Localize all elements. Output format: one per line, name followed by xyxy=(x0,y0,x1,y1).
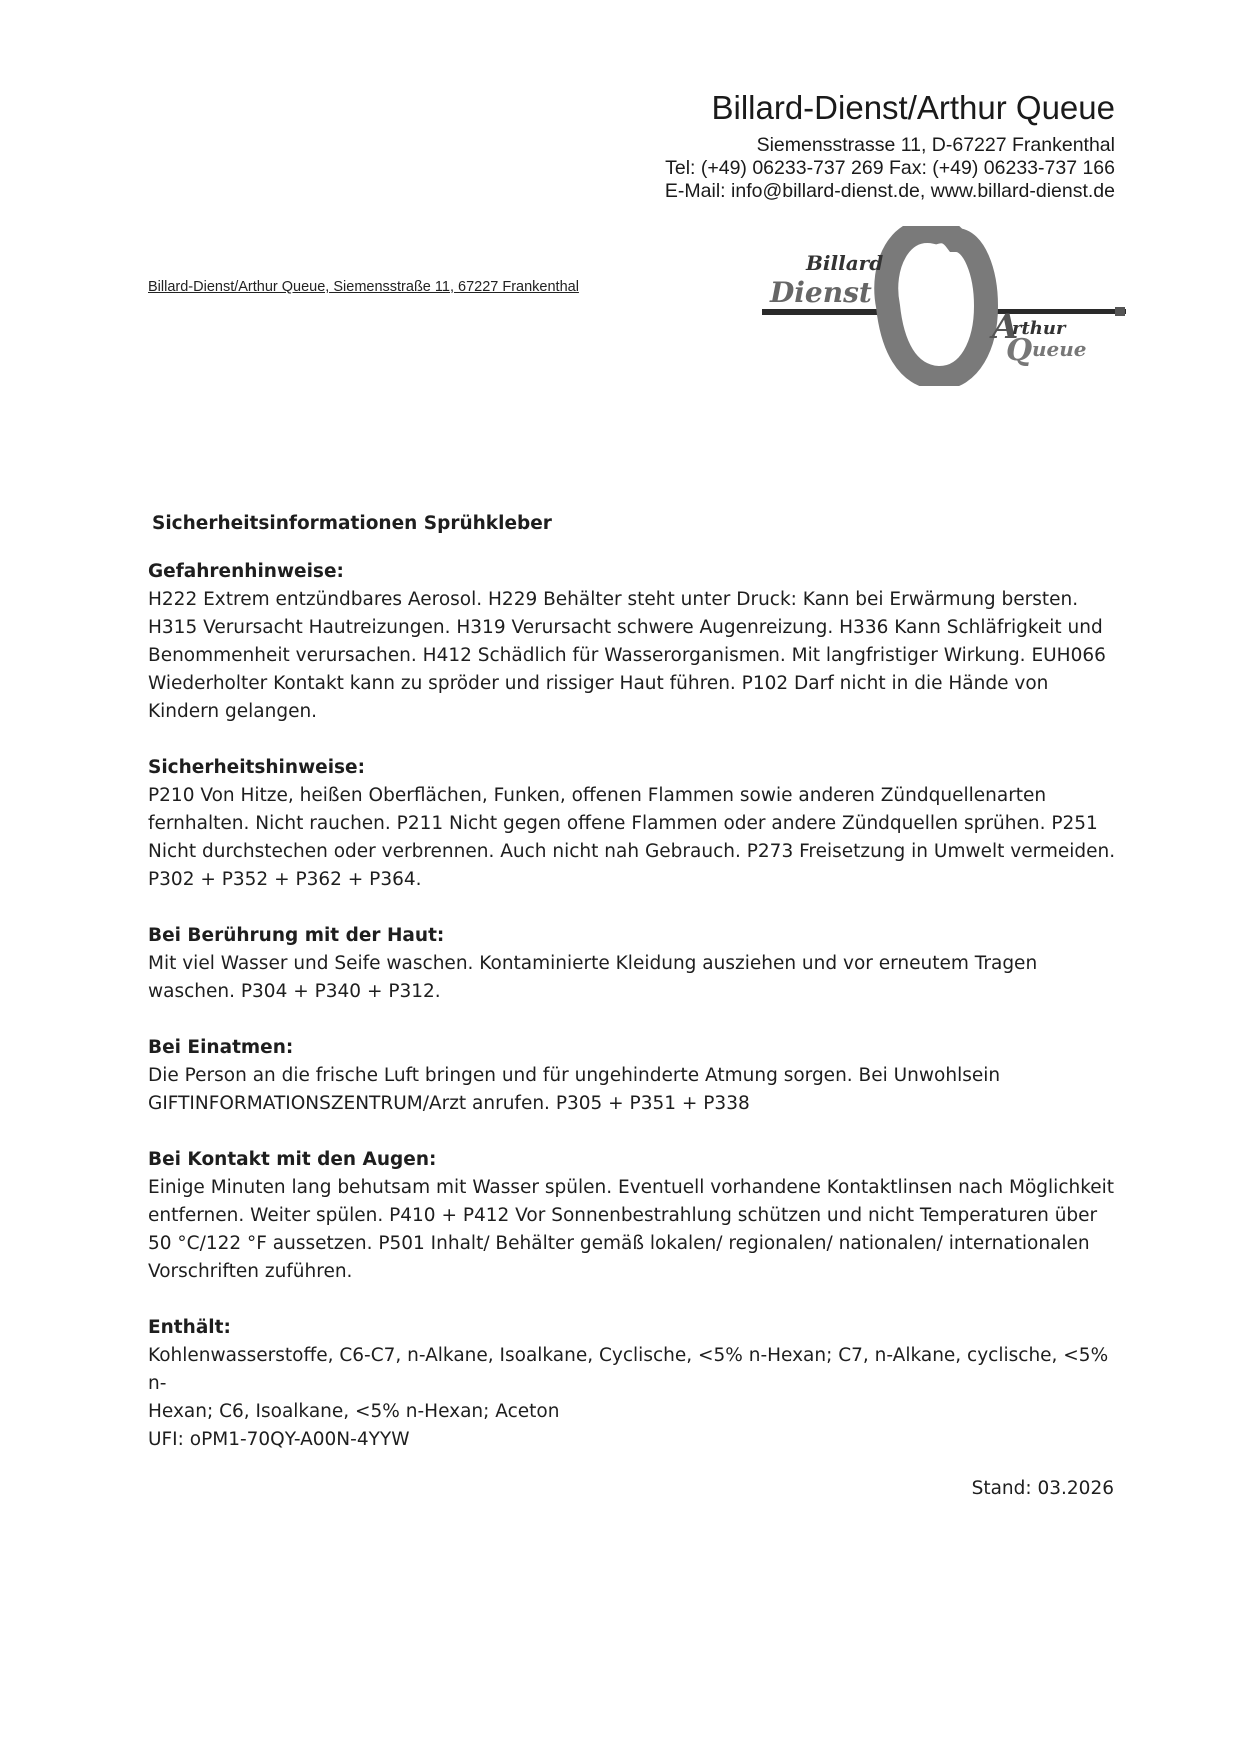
section-heading: Gefahrenhinweise: xyxy=(148,561,344,582)
section-einatmen xyxy=(148,1034,1128,1118)
section-text: H222 Extrem entzündbares Aerosol. H229 Behälter steht unter Druck: Kann bei Erwärmung bersten. H315 Verursacht Hautreizungen. H319 Verursacht schwere Augenreizung. H336 Kann Schläfrigkeit und Benommenheit verursachen. H412 Schädlich für Wasserorganismen. Mit langfristiger Wirkung. EUH066 Wiederholter Kontakt kann zu spröder und rissiger Haut führen. P102 Darf nicht in die Hände von Kindern gelangen. xyxy=(148,589,1106,722)
section-text: Die Person an die frische Luft bringen und für ungehinderte Atmung sorgen. Bei Unwohlsein GIFTINFORMATIONSZENTRUM/Arzt anrufen. P305 + P351 + P338 xyxy=(148,1065,1001,1114)
section-text: Einige Minuten lang behutsam mit Wasser spülen. Eventuell vorhandene Kontaktlinsen nach Möglichkeit entfernen. Weiter spülen. P410 + P412 Vor Sonnenbestrahlung schützen und nicht Temperaturen über 50 °C/122 °F aussetzen. P501 Inhalt/ Behälter gemäß lokalen/ regionalen/ nationalen/ internationalen Vorschriften zuführen. xyxy=(148,1177,1115,1282)
document-date-stand: Stand: 03.2026 xyxy=(971,1478,1114,1499)
company-email-web: E-Mail: info@billard-dienst.de, www.billard-dienst.de xyxy=(664,180,1115,202)
section-heading: Sicherheitshinweise: xyxy=(148,757,366,778)
section-text: Mit viel Wasser und Seife waschen. Kontaminierte Kleidung ausziehen und vor erneutem Tragen waschen. P304 + P340 + P312. xyxy=(148,953,1038,1002)
section-heading: Bei Kontakt mit den Augen: xyxy=(148,1149,437,1170)
section-text: Kohlenwasserstoffe, C6-C7, n-Alkane, Isoalkane, Cyclische, <5% n-Hexan; C7, n-Alkane, cyclische, <5% n- Hexan; C6, Isoalkane, <5% n-Hexan; Aceton UFI: oPM1-70QY-A00N-4YYW xyxy=(148,1345,1109,1450)
company-address: Siemensstrasse 11, D-67227 Frankenthal xyxy=(756,134,1115,156)
section-enthaelt xyxy=(148,1314,1128,1454)
logo-word-arthur: rthur xyxy=(1012,318,1066,339)
company-phone-fax: Tel: (+49) 06233-737 269 Fax: (+49) 06233-737 166 xyxy=(665,157,1115,179)
logo-word-queue-initial: Q xyxy=(1006,333,1033,368)
document-title: Sicherheitsinformationen Sprühkleber xyxy=(152,513,552,534)
section-heading: Bei Einatmen: xyxy=(148,1037,294,1058)
section-heading: Bei Berührung mit der Haut: xyxy=(148,925,445,946)
section-sicherheitshinweise xyxy=(148,754,1128,894)
section-haut xyxy=(148,922,1128,1006)
section-heading: Enthält: xyxy=(148,1317,231,1338)
section-gefahrenhinweise xyxy=(148,558,1128,726)
sender-address-line: Billard-Dienst/Arthur Queue, Siemensstraße 11, 67227 Frankenthal xyxy=(148,279,579,295)
document-body xyxy=(148,510,1128,1482)
company-name: Billard-Dienst/Arthur Queue xyxy=(711,89,1115,126)
section-text: P210 Von Hitze, heißen Oberflächen, Funken, offenen Flammen sowie anderen Zündquellenarten fernhalten. Nicht rauchen. P211 Nicht gegen offene Flammen oder andere Zündquellen sprühen. P251 Nicht durchstechen oder verbrennen. Auch nicht nah Gebrauch. P273 Freisetzung in Umwelt vermeiden. P302 + P352 + P362 + P364. xyxy=(148,785,1116,890)
logo-word-dienst: Dienst xyxy=(770,276,872,309)
logo-word-billard: Billard xyxy=(806,251,884,275)
logo-word-queue: ueue xyxy=(1032,337,1087,361)
letterhead xyxy=(665,88,1115,203)
company-logo xyxy=(760,226,1130,386)
logo-word-arthur-initial: A xyxy=(992,307,1019,347)
section-augen xyxy=(148,1146,1128,1286)
